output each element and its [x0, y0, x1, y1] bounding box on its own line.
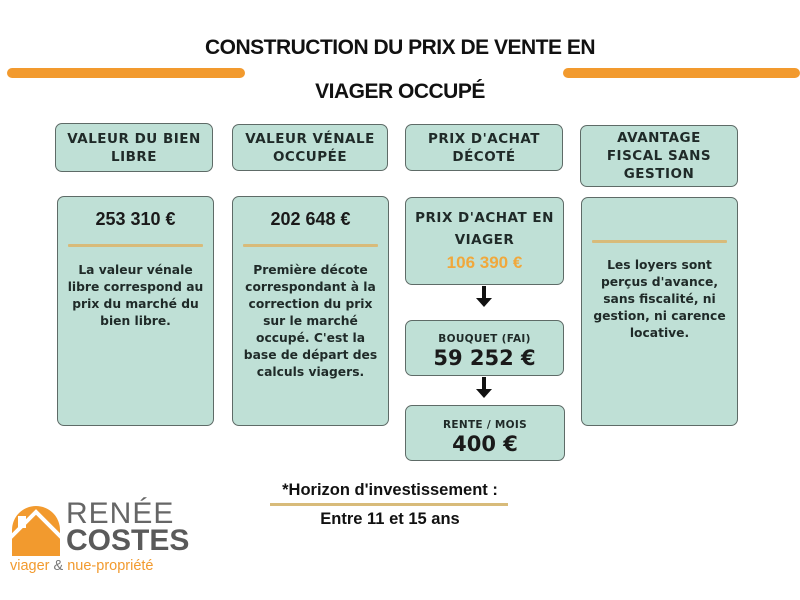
card-rente-mois [405, 405, 565, 461]
arrow-down-icon [476, 389, 492, 398]
horizon-label: *Horizon d'investissement : [282, 481, 498, 499]
horizon-value: Entre 11 et 15 ans [320, 510, 460, 528]
column-header-valeur-venale-occupee [232, 124, 388, 171]
header-label: PRIX D'ACHAT DÉCOTÉ [427, 130, 541, 165]
logo-line2: COSTES [66, 524, 190, 557]
logo-line1: RENÉE [66, 497, 175, 530]
rente-value: 400 € [452, 432, 518, 456]
amount-valeur-venale-occupee: 202 648 € [270, 209, 351, 229]
accent-bar-left [7, 68, 245, 78]
prix-achat-viager-value: 106 390 € [446, 253, 523, 272]
column-header-avantage-fiscal [580, 125, 738, 187]
prix-achat-viager-label: PRIX D'ACHAT EN VIAGER [415, 210, 554, 248]
logo-tagline-part2: nue-propriété [67, 558, 154, 574]
card-valeur-bien-libre [57, 196, 214, 426]
description-avantage-fiscal: Les loyers sont perçus d'avance, sans fiscalité, ni gestion, ni carence locative. [593, 258, 726, 340]
column-header-prix-achat-decote [405, 124, 563, 171]
logo-tagline [10, 558, 153, 574]
logo-renee-costes [8, 497, 208, 580]
page-title-line1: CONSTRUCTION DU PRIX DE VENTE EN [204, 36, 596, 59]
arrow-down-icon [476, 298, 492, 307]
header-label: VALEUR DU BIEN LIBRE [67, 130, 201, 165]
page-title-line2: VIAGER OCCUPÉ [315, 80, 485, 103]
separator [243, 244, 378, 247]
description-valeur-bien-libre: La valeur vénale libre correspond au prix du marché du bien libre. [67, 263, 204, 328]
accent-bar-right [563, 68, 800, 78]
rente-label: RENTE / MOIS [443, 419, 527, 431]
card-valeur-venale-occupee [232, 196, 389, 426]
description-valeur-venale-occupee: Première décote correspondant à la correction du prix sur le marché occupé. C'est la base de départ des calculs viagers. [243, 263, 378, 379]
logo-tagline-amp: & [53, 558, 64, 574]
card-prix-achat-viager [405, 197, 564, 285]
house-logo-icon [8, 504, 66, 556]
horizon-separator [270, 503, 508, 506]
separator [592, 240, 727, 243]
logo-tagline-part1: viager [10, 558, 50, 574]
card-bouquet [405, 320, 564, 376]
amount-valeur-bien-libre: 253 310 € [95, 209, 176, 229]
bouquet-label: BOUQUET (FAI) [438, 333, 531, 345]
header-label: VALEUR VÉNALE OCCUPÉE [245, 130, 375, 165]
card-avantage-fiscal [581, 197, 738, 426]
bouquet-value: 59 252 € [433, 346, 536, 370]
separator [68, 244, 203, 247]
column-header-valeur-bien-libre [55, 123, 213, 172]
header-label: AVANTAGE FISCAL SANS GESTION [606, 130, 712, 182]
